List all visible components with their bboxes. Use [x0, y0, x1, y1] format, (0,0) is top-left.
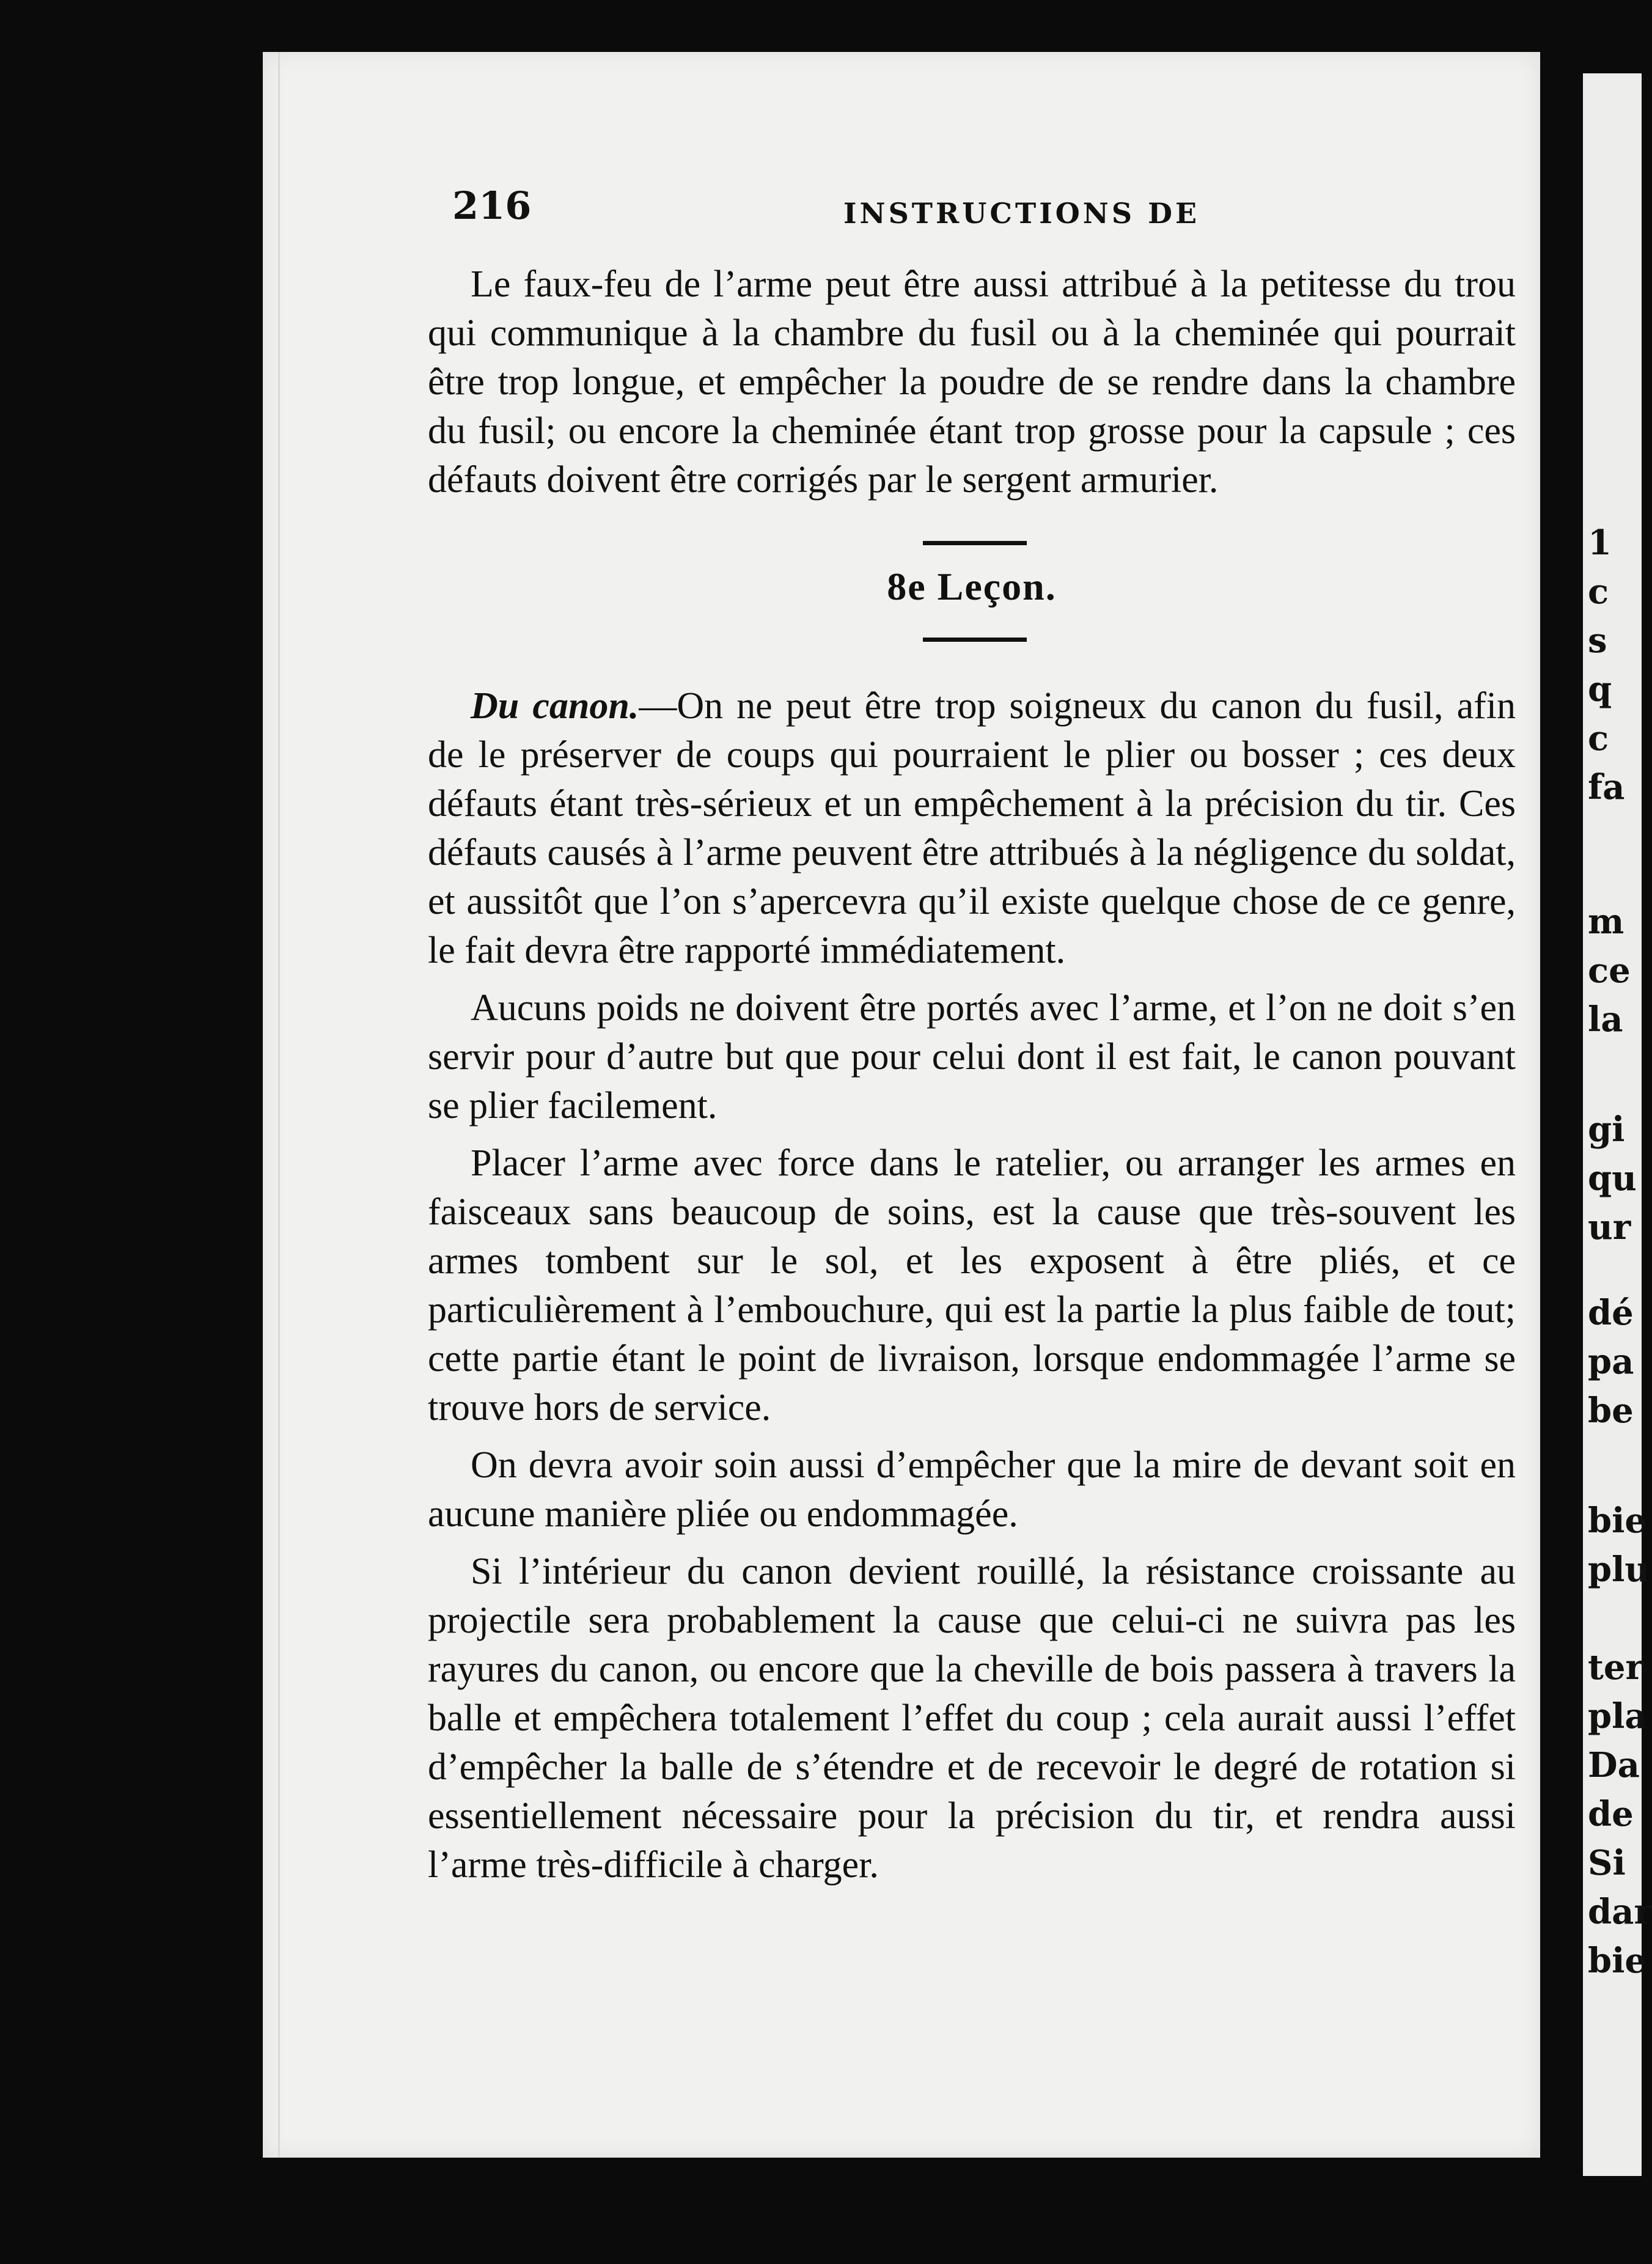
- next-page-fragment: Si: [1588, 1843, 1626, 1883]
- next-page-fragment: plu: [1588, 1549, 1650, 1590]
- next-page-fragment: c: [1588, 572, 1609, 612]
- paragraph-text: —On ne peut être trop soigneux du canon du fusil, afin de le préserver de coups qui pourraient le plier ou bosser ; ces deux défauts étant très-sérieux et un empêchement à la précision du tir. Ces défauts causés à l’arme peuvent être attribués à la négligence du soldat, et aussitôt que l’on s’apercevra qu’il existe quelque chose de ce genre, le fait devra être rapporté immédiatement.: [428, 685, 1516, 971]
- paragraph: [428, 682, 1516, 975]
- next-page-fragment: pa: [1588, 1342, 1634, 1382]
- next-page-fragment: de: [1588, 1794, 1634, 1834]
- next-page-fragment: Da: [1588, 1745, 1640, 1785]
- page-number: 216: [452, 183, 532, 228]
- page-body: [428, 260, 1516, 1889]
- paragraph: Aucuns poids ne doivent être portés avec l’arme, et l’on ne doit s’en servir pour d’autre but que pour celui dont il est fait, le canon pouvant se plier facilement.: [428, 987, 1516, 1126]
- next-page-fragment: fa: [1588, 767, 1625, 807]
- running-title: INSTRUCTIONS DE: [843, 197, 1200, 230]
- page-header: [452, 183, 1491, 238]
- next-page-fragment: ter: [1588, 1647, 1643, 1688]
- run-in-heading: Du canon.: [471, 685, 639, 727]
- paragraph: On devra avoir soin aussi d’empêcher que la mire de devant soit en aucune manière pliée ou endommagée.: [428, 1444, 1516, 1535]
- next-page-fragment: gi: [1588, 1109, 1625, 1150]
- page-gutter: [278, 52, 280, 2158]
- next-page-fragment: dé: [1588, 1293, 1634, 1333]
- next-page-fragment: c: [1588, 718, 1609, 759]
- ornamental-rule: [923, 541, 1027, 545]
- next-page-fragment: qu: [1588, 1158, 1637, 1199]
- adjacent-page-edge: [1583, 73, 1652, 2176]
- next-page-fragment: s: [1588, 620, 1607, 661]
- section-heading: [428, 529, 1516, 663]
- next-page-fragment: bie: [1588, 1501, 1647, 1541]
- next-page-fragment: bie: [1588, 1941, 1647, 1981]
- next-page-fragment: be: [1588, 1391, 1634, 1431]
- paragraph: Placer l’arme avec force dans le ratelier, ou arranger les armes en faisceaux sans beaucoup de soins, est la cause que très-souvent les armes tombent sur le sol, et les exposent à être pliés, et ce particulièrement à l’embouchure, qui est la partie la plus faible de tout; cette partie étant le point de livraison, lorsque endommagée l’arme se trouve hors de service.: [428, 1142, 1516, 1428]
- next-page-fragment: la: [1588, 999, 1623, 1040]
- next-page-fragment: dar: [1588, 1892, 1652, 1932]
- next-page-fragment: m: [1588, 902, 1624, 942]
- next-page-fragment: pla: [1588, 1696, 1647, 1737]
- next-page-fragment: q: [1588, 669, 1612, 710]
- paragraph: Si l’intérieur du canon devient rouillé, la résistance croissante au projectile sera probablement la cause que celui-ci ne suivra pas les rayures du canon, ou encore que la cheville de bois passera à travers la balle et empêchera totalement l’effet du coup ; cela aurait aussi l’effet d’empêcher la balle de s’étendre et de recevoir le degré de rotation si essentiellement nécessaire pour la précision du tir, et rendra aussi l’arme très-difficile à charger.: [428, 1551, 1516, 1886]
- next-page-fragment: ce: [1588, 950, 1631, 991]
- ornamental-rule: [923, 638, 1027, 642]
- next-page-fragment: ur: [1588, 1207, 1631, 1248]
- paragraph: Le faux-feu de l’arme peut être aussi attribué à la petitesse du trou qui communique à la chambre du fusil ou à la cheminée qui pourrait être trop longue, et empêcher la poudre de se rendre dans la chambre du fusil; ou encore la cheminée étant trop grosse pour la capsule ; ces défauts doivent être corrigés par le sergent armurier.: [428, 263, 1516, 501]
- next-page-fragment: 1: [1588, 523, 1612, 563]
- section-title: 8e Leçon.: [887, 565, 1057, 608]
